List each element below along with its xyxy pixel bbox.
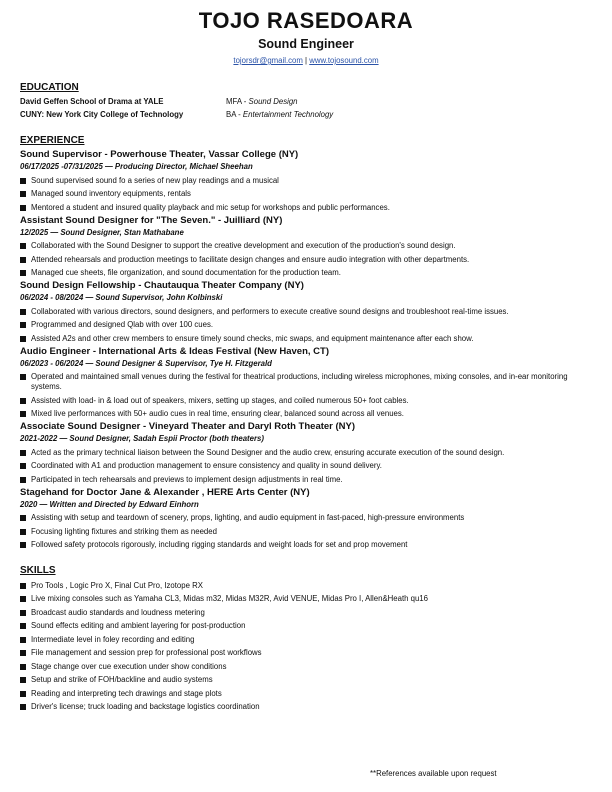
experience-entry: [20, 487, 592, 551]
job-bullets: [20, 372, 592, 419]
degree-type: MFA -: [226, 97, 249, 106]
experience-entry: [20, 346, 592, 420]
education-list: [20, 97, 592, 120]
bullet-item: Mentored a student and insured quality playback and mic setup for workshops and public performances.: [20, 203, 592, 213]
job-dates-supervisor: 2020 — Written and Directed by Edward Einhorn: [20, 499, 199, 509]
bullet-item: Attended rehearsals and production meetings to facilitate design changes and ensure audio integration with other departments.: [20, 255, 592, 265]
experience-list: [20, 149, 592, 550]
education-heading: EDUCATION: [20, 82, 79, 93]
job-bullets: [20, 307, 592, 344]
education-entry: [20, 110, 592, 120]
job-bullets: [20, 176, 592, 213]
skill-item: Intermediate level in foley recording and editing: [20, 635, 592, 645]
bullet-item: Acted as the primary technical liaison between the Sound Designer and the audio crew, ensuring accurate execution of the sound design.: [20, 448, 592, 458]
candidate-name: TOJO RASEDOARA: [198, 8, 414, 33]
contact-line: [20, 56, 592, 66]
job-title: Stagehand for Doctor Jane & Alexander , HERE Arts Center (NY): [20, 486, 310, 498]
degree-type: BA -: [226, 110, 243, 119]
job-dates-supervisor: 06/2024 - 08/2024 — Sound Supervisor, John Kolbinski: [20, 293, 223, 302]
education-entry: [20, 97, 592, 107]
skill-item: Broadcast audio standards and loudness metering: [20, 608, 592, 618]
bullet-item: Assisted A2s and other crew members to ensure timely sound checks, mic swaps, and equipment maintenance after each show.: [20, 334, 592, 344]
skill-item: Setup and strike of FOH/backline and audio systems: [20, 675, 592, 685]
degree-field: Entertainment Technology: [242, 110, 334, 119]
skill-item: Pro Tools , Logic Pro X, Final Cut Pro, Izotope RX: [20, 581, 592, 591]
email-link[interactable]: tojorsdr@gmail.com: [233, 56, 303, 65]
degree: [226, 97, 298, 107]
job-title: Assistant Sound Designer for "The Seven." - Juilliard (NY): [20, 214, 283, 226]
skill-item: Reading and interpreting tech drawings and stage plots: [20, 689, 592, 699]
references-note: **References available upon request: [370, 769, 497, 778]
bullet-item: Followed safety protocols rigorously, including rigging standards and weight loads for set and prop movement: [20, 540, 592, 550]
skill-item: Driver's license; truck loading and backstage logistics coordination: [20, 702, 592, 712]
candidate-title: Sound Engineer: [258, 37, 354, 51]
job-dates-supervisor: 06/2023 - 06/2024 — Sound Designer & Supervisor, Tye H. Fitzgerald: [20, 358, 272, 368]
job-title: Sound Design Fellowship - Chautauqua Theater Company (NY): [20, 280, 304, 291]
bullet-item: Managed cue sheets, file organization, and sound documentation for the production team.: [20, 268, 592, 278]
bullet-item: Collaborated with various directors, sound designers, and performers to execute creative sound designs and troubleshoot real-time issues.: [20, 307, 592, 317]
bullet-item: Programmed and designed Qlab with over 100 cues.: [20, 320, 592, 330]
bullet-item: Sound supervised sound fo a series of new play readings and a musical: [20, 176, 592, 186]
skill-item: Live mixing consoles such as Yamaha CL3, Midas m32, Midas M32R, Avid VENUE, Midas Pro I, Allen&Heath qu16: [20, 594, 592, 604]
job-dates-supervisor: 12/2025 — Sound Designer, Stan Mathabane: [20, 227, 184, 237]
job-title: Audio Engineer - International Arts & Ideas Festival (New Haven, CT): [20, 345, 329, 357]
skill-item: Sound effects editing and ambient layering for post-production: [20, 621, 592, 631]
experience-entry: [20, 149, 592, 213]
degree-field: Sound Design: [248, 97, 298, 106]
bullet-item: Coordinated with A1 and production management to ensure consistency and quality in sound delivery.: [20, 461, 592, 471]
experience-entry: [20, 215, 592, 279]
skills-list: [20, 581, 592, 713]
bullet-item: Participated in tech rehearsals and previews to implement design adjustments in real time.: [20, 475, 592, 485]
experience-entry: [20, 421, 592, 485]
school-name: David Geffen School of Drama at YALE: [20, 97, 164, 106]
contact-separator: |: [305, 56, 308, 65]
job-title: Associate Sound Designer - Vineyard Theater and Daryl Roth Theater (NY): [20, 421, 356, 432]
bullet-item: Focusing lighting fixtures and striking them as needed: [20, 527, 592, 537]
bullet-item: Managed sound inventory equipments, rentals: [20, 189, 592, 199]
experience-heading: EXPERIENCE: [20, 135, 85, 146]
job-bullets: [20, 241, 592, 278]
skill-item: File management and session prep for professional post workflows: [20, 648, 592, 658]
job-dates-supervisor: 2021-2022 — Sound Designer, Sadah Espii Proctor (both theaters): [20, 434, 264, 443]
bullet-item: Collaborated with the Sound Designer to support the creative development and execution of the production's sound design.: [20, 241, 592, 251]
degree: [226, 110, 333, 120]
skill-item: Stage change over cue execution under show conditions: [20, 662, 592, 672]
bullet-item: Assisting with setup and teardown of scenery, props, lighting, and audio equipment in fast-paced, high-pressure environments: [20, 513, 592, 523]
website-link[interactable]: www.tojosound.com: [309, 56, 379, 65]
job-title: Sound Supervisor - Powerhouse Theater, Vassar College (NY): [20, 149, 299, 160]
job-bullets: [20, 448, 592, 485]
bullet-item: Assisted with load- in & load out of speakers, mixers, setting up stages, and coiled numerous 50+ foot cables.: [20, 396, 592, 406]
bullet-item: Mixed live performances with 50+ audio cues in real time, ensuring clear, balanced sound across all venues.: [20, 409, 592, 419]
skills-heading: SKILLS: [20, 565, 56, 576]
school-name: CUNY: New York City College of Technology: [20, 110, 184, 119]
job-bullets: [20, 513, 592, 550]
experience-entry: [20, 280, 592, 344]
job-dates-supervisor: 06/17/2025 -07/31/2025 — Producing Director, Michael Sheehan: [20, 162, 253, 171]
bullet-item: Operated and maintained small venues during the festival for theatrical productions, including wireless microphones, mixing consoles, and in-ear monitoring systems.: [20, 372, 592, 392]
